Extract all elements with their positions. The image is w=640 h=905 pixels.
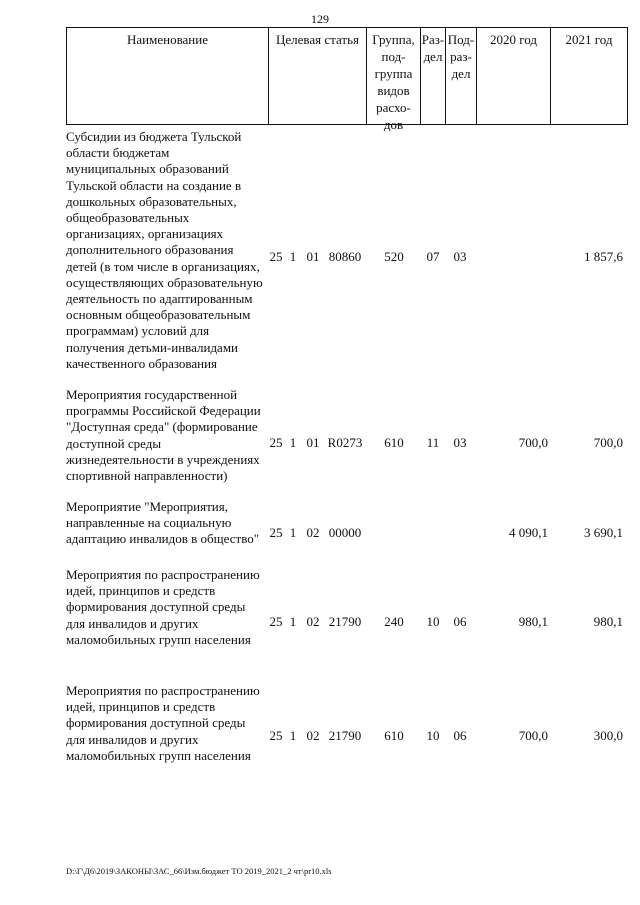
footer-path: D:\Г\Д6\2019\ЗАКОНЫ\ЗАС_66\Изм.бюджет ТО 2019_2021_2 чт\pr10.xls: [66, 866, 332, 876]
target-code-subprogram: 1: [289, 435, 297, 450]
row-name-line: программам) условий для: [66, 323, 210, 339]
amount-2020: 700,0: [518, 728, 548, 743]
header-name-label: Наименование: [127, 32, 208, 47]
header-group-line: группа: [374, 66, 413, 81]
target-code-direction: 80860: [328, 249, 362, 264]
row-name-line: "Доступная среда" (формирование: [66, 419, 258, 435]
row-name-line: программы Российской Федерации: [66, 403, 261, 419]
group-code: 610: [384, 728, 404, 743]
row-name-line: дополнительного образования: [66, 242, 234, 258]
header-target-label: Целевая статья: [275, 32, 359, 47]
row-name-line: Мероприятия по распространению: [66, 683, 260, 698]
target-code-subprogram: 1: [289, 728, 297, 743]
header-group-line: расхо-: [376, 100, 411, 115]
group-code: 240: [384, 614, 404, 629]
header-2021: [550, 27, 628, 125]
amount-2020: 700,0: [518, 435, 548, 450]
row-name-line: направленные на социальную: [66, 515, 232, 531]
target-code-subprogram: 1: [289, 614, 297, 629]
row-name-line: идей, принципов и средств: [66, 699, 216, 715]
amount-2021: 300,0: [593, 728, 623, 743]
target-code-direction: R0273: [327, 435, 363, 450]
row-name-line: основным общеобразовательным: [66, 307, 251, 323]
section-code: 10: [426, 728, 440, 743]
row-name: [66, 683, 274, 764]
amount-2020: 980,1: [518, 614, 548, 629]
row-name-line: Субсидии из бюджета Тульской: [66, 129, 242, 144]
target-code-main: 01: [306, 249, 320, 264]
row-name-line: дошкольных образовательных,: [66, 193, 237, 209]
header-subsection-line: дел: [451, 66, 471, 81]
row-name-line: для инвалидов и других: [66, 731, 199, 747]
target-code-subprogram: 1: [289, 525, 297, 540]
target-code-main: 02: [306, 614, 320, 629]
header-group-line: видов: [377, 83, 410, 98]
header-target: [268, 27, 366, 125]
row-name-line: спортивной направленности): [66, 468, 228, 484]
amount-2021: 980,1: [593, 614, 623, 629]
header-name: [66, 27, 268, 125]
row-name-line: адаптацию инвалидов в общество": [66, 531, 260, 547]
row-name: [66, 567, 274, 648]
row-name-line: общеобразовательных: [66, 210, 190, 226]
target-code-program: 25: [269, 728, 283, 743]
row-name-line: деятельность по адаптированным: [66, 291, 253, 307]
subsection-code: 06: [453, 614, 467, 629]
target-code-main: 02: [306, 728, 320, 743]
row-name-line: доступной среды: [66, 435, 162, 451]
row-name-line: Тульской области на создание в: [66, 177, 242, 193]
row-name: [66, 387, 274, 484]
row-name-line: детей (в том числе в организациях,: [66, 258, 260, 274]
header-group: [366, 27, 420, 132]
target-code-main: 01: [306, 435, 320, 450]
row-name-line: для инвалидов и других: [66, 615, 199, 631]
target-code-direction: 00000: [328, 525, 362, 540]
group-code: 520: [384, 249, 404, 264]
row-name-line: формирования доступной среды: [66, 599, 246, 615]
header-section-line: дел: [423, 49, 443, 64]
group-code: 610: [384, 435, 404, 450]
target-code-direction: 21790: [328, 728, 362, 743]
header-2020-label: 2020 год: [490, 32, 537, 47]
amount-2020: 4 090,1: [509, 525, 548, 540]
subsection-code: 03: [453, 249, 467, 264]
target-code-direction: 21790: [328, 614, 362, 629]
header-subsection: [445, 27, 476, 125]
row-name-line: маломобильных групп населения: [66, 631, 251, 647]
target-code-program: 25: [269, 249, 283, 264]
row-name-line: области бюджетам: [66, 145, 170, 161]
section-code: 11: [426, 435, 440, 450]
section-code: 10: [426, 614, 440, 629]
row-name-line: Мероприятие "Мероприятия,: [66, 499, 228, 514]
row-name-line: маломобильных групп населения: [66, 747, 251, 763]
target-code-program: 25: [269, 435, 283, 450]
row-name-line: осуществляющих образовательную: [66, 274, 263, 290]
row-name-line: муниципальных образований: [66, 161, 229, 177]
row-name-line: Мероприятия государственной: [66, 387, 238, 402]
header-group-line: Группа,: [372, 32, 415, 47]
row-name-line: организациях, организациях: [66, 226, 224, 242]
amount-2021: 3 690,1: [584, 525, 623, 540]
row-name-line: идей, принципов и средств: [66, 583, 216, 599]
row-name-line: получения детьми-инвалидами: [66, 339, 239, 355]
page-number: 129: [311, 12, 329, 26]
header-subsection-line: раз-: [450, 49, 472, 64]
subsection-code: 03: [453, 435, 467, 450]
target-code-program: 25: [269, 525, 283, 540]
row-name: [66, 129, 274, 372]
target-code-subprogram: 1: [289, 249, 297, 264]
section-code: 07: [426, 249, 440, 264]
row-name: [66, 499, 274, 548]
row-name-line: жизнедеятельности в учреждениях: [66, 451, 260, 467]
amount-2021: 1 857,6: [584, 249, 623, 264]
header-section: [420, 27, 445, 125]
row-name-line: формирования доступной среды: [66, 715, 246, 731]
header-group-line: под-: [381, 49, 406, 64]
target-code-main: 02: [306, 525, 320, 540]
header-2020: [476, 27, 550, 125]
header-2021-label: 2021 год: [565, 32, 613, 47]
row-name-line: Мероприятия по распространению: [66, 567, 260, 582]
header-section-line: Раз-: [421, 32, 445, 47]
header-group-line: дов: [383, 117, 404, 132]
header-subsection-line: Под-: [447, 32, 475, 47]
subsection-code: 06: [453, 728, 467, 743]
row-name-line: качественного образования: [66, 355, 218, 371]
amount-2021: 700,0: [593, 435, 623, 450]
target-code-program: 25: [269, 614, 283, 629]
